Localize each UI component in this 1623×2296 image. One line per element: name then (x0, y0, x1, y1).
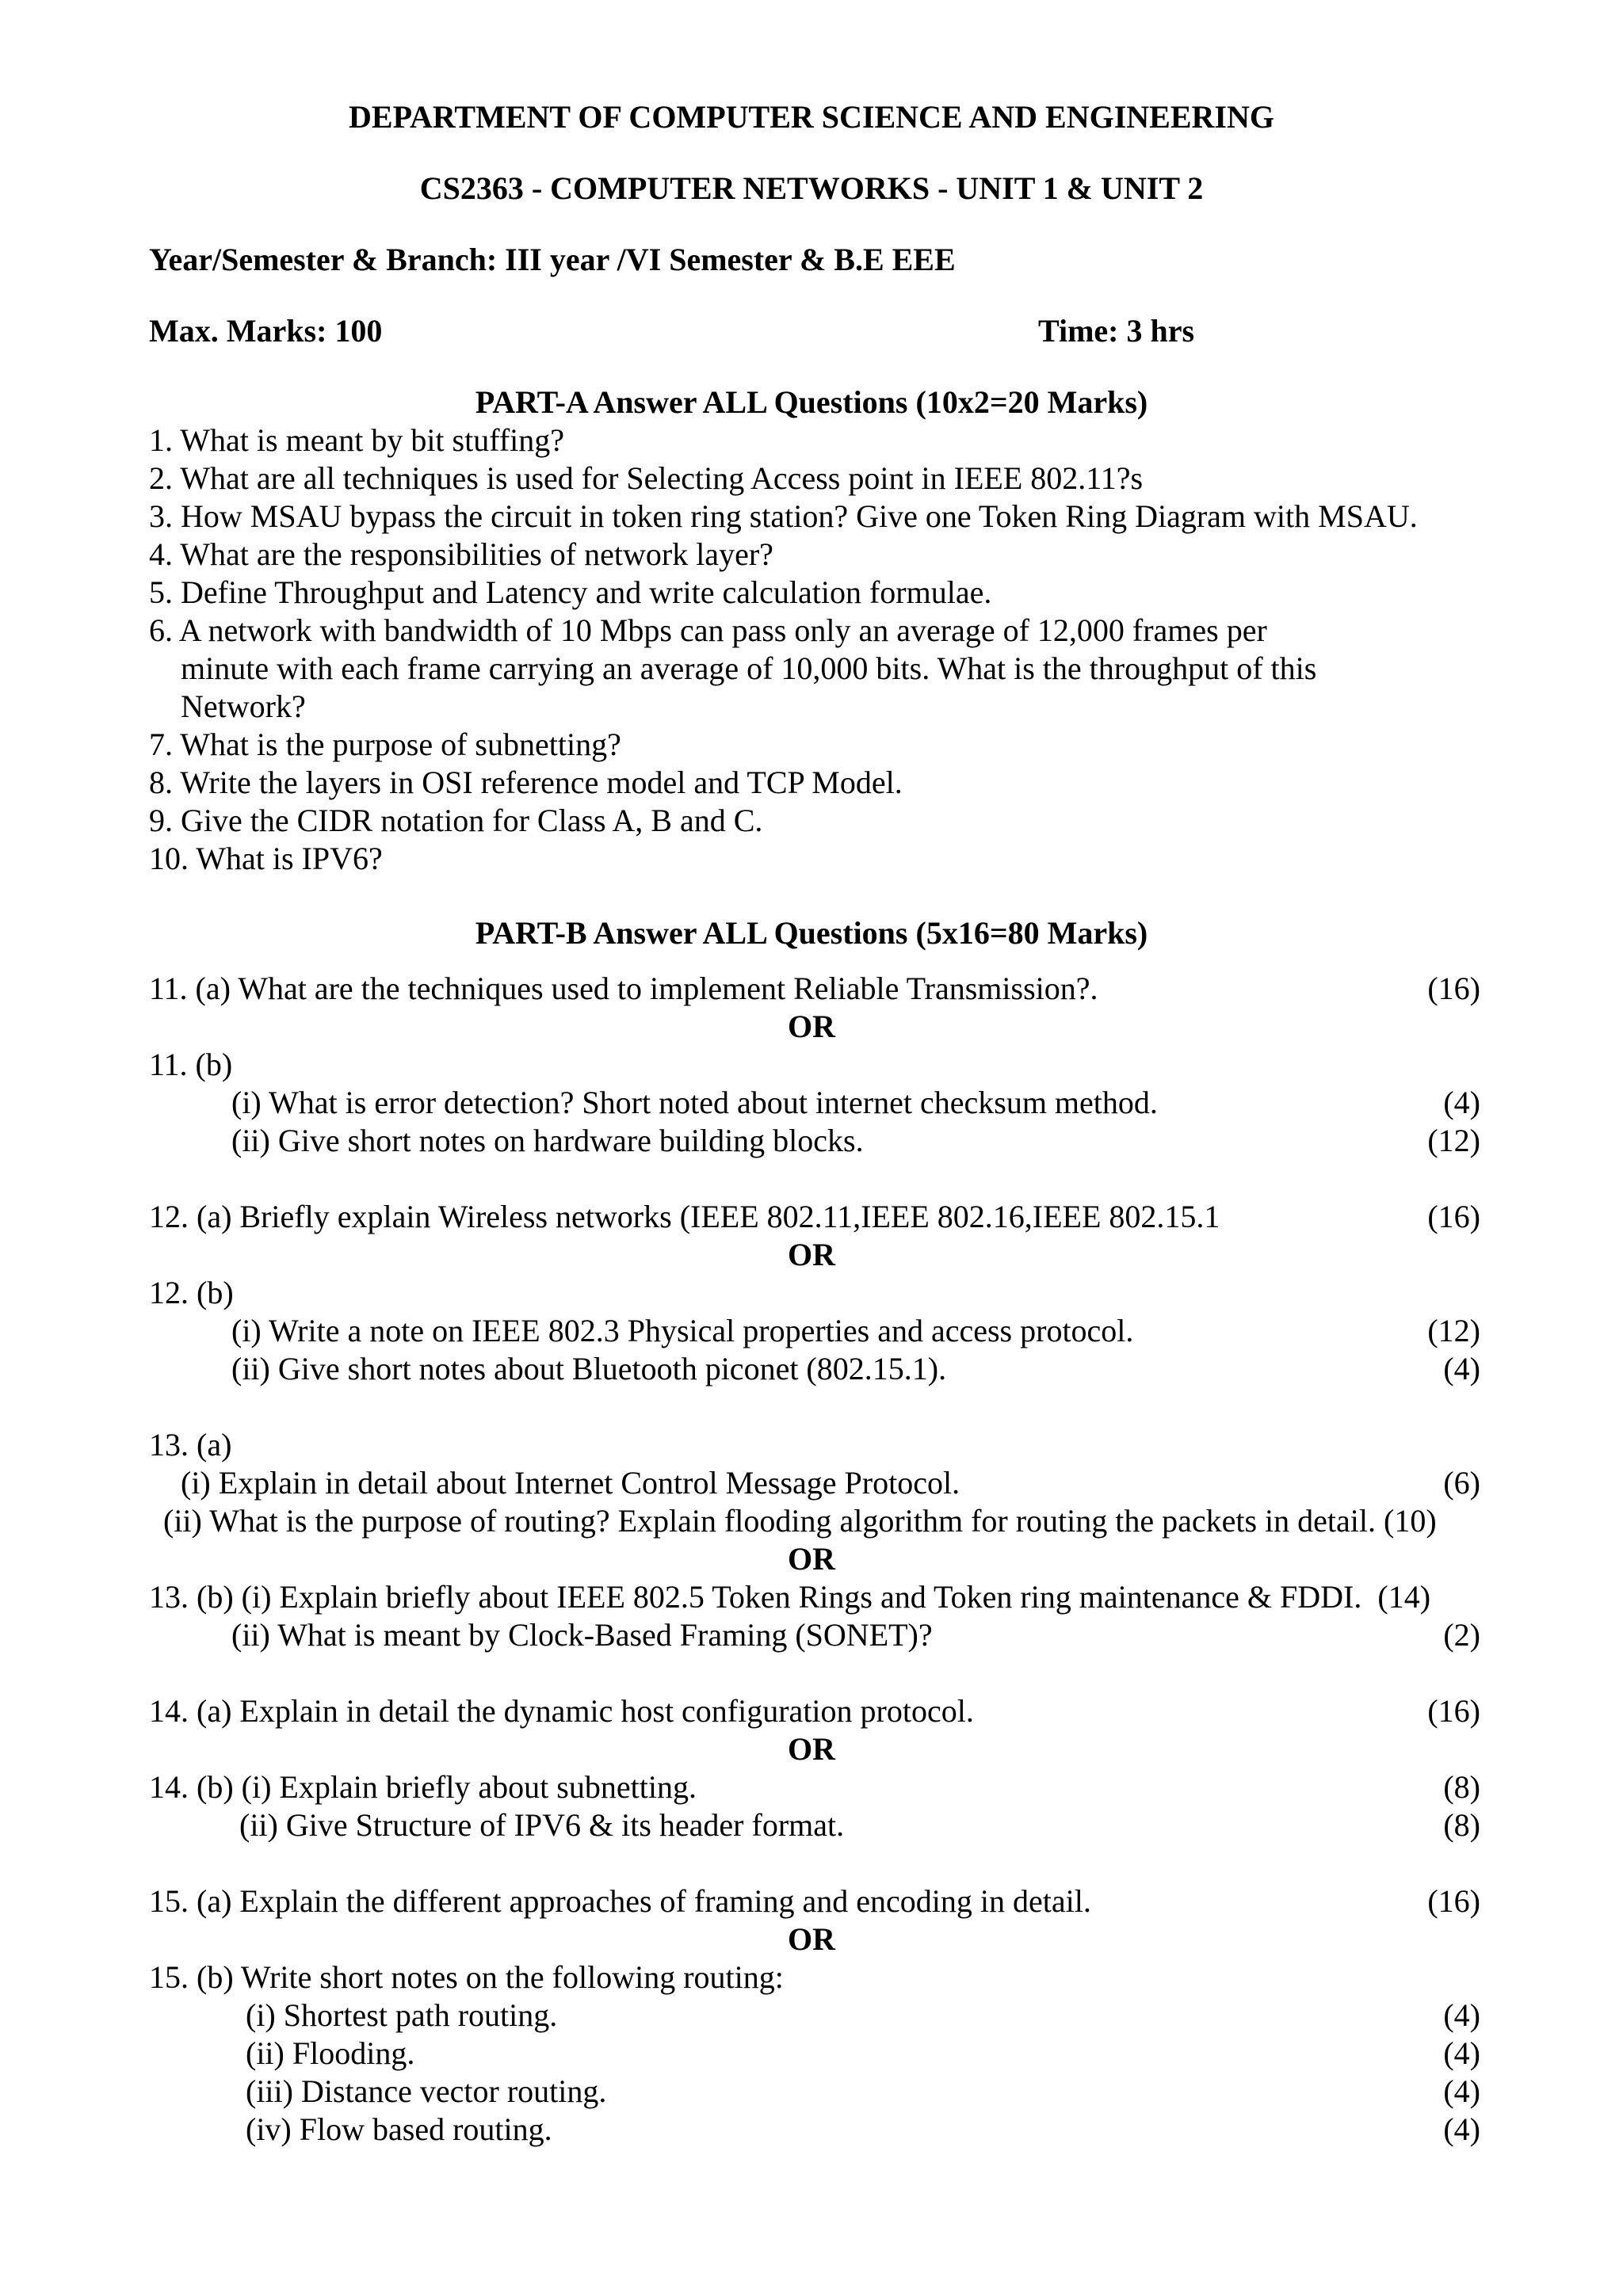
question-11b-i-marks: (4) (1443, 1085, 1480, 1120)
question-15b-item-marks: (4) (1443, 2111, 1480, 2147)
question-11a: 11. (a) What are the techniques used to implement Reliable Transmission?. (149, 971, 1098, 1006)
question-12b-ii: (ii) Give short notes about Bluetooth piconet (802.15.1). (231, 1351, 947, 1386)
part-a-question: 8. Write the layers in OSI reference model and TCP Model. (149, 765, 903, 800)
question-13a-i-marks: (6) (1443, 1465, 1480, 1501)
question-13a-i: (i) Explain in detail about Internet Control Message Protocol. (181, 1465, 960, 1501)
or-label: OR (788, 1009, 835, 1044)
question-13b-ii-marks: (2) (1443, 1617, 1480, 1653)
or-label: OR (788, 1731, 835, 1767)
max-marks: Max. Marks: 100 (149, 313, 383, 349)
question-11a-marks: (16) (1427, 971, 1480, 1006)
question-13b-i: 13. (b) (i) Explain briefly about IEEE 802.5 Token Rings and Token ring maintenance & FDDI. (14) (149, 1579, 1431, 1615)
or-label: OR (788, 1237, 835, 1272)
year-branch: Year/Semester & Branch: III year /VI Semester & B.E EEE (149, 242, 956, 277)
part-a-question: 7. What is the purpose of subnetting? (149, 727, 621, 762)
question-12b-i: (i) Write a note on IEEE 802.3 Physical properties and access protocol. (231, 1313, 1134, 1348)
question-14b-ii: (ii) Give Structure of IPV6 & its header format. (239, 1807, 845, 1843)
part-a-question-continuation: Network? (181, 688, 306, 724)
question-11b-ii: (ii) Give short notes on hardware building blocks. (231, 1123, 864, 1158)
question-13a: 13. (a) (149, 1427, 232, 1463)
question-11b-i: (i) What is error detection? Short noted about internet checksum method. (231, 1085, 1158, 1120)
part-a-question-continuation: minute with each frame carrying an average of 10,000 bits. What is the throughput of this (181, 650, 1317, 686)
question-15b-item: (iii) Distance vector routing. (246, 2073, 607, 2109)
question-11b: 11. (b) (149, 1047, 233, 1082)
question-15b-item-marks: (4) (1443, 1997, 1480, 2033)
question-13b-ii: (ii) What is meant by Clock-Based Framing (SONET)? (231, 1617, 933, 1653)
course-title: CS2363 - COMPUTER NETWORKS - UNIT 1 & UNIT 2 (419, 170, 1204, 206)
part-a-question: 6. A network with bandwidth of 10 Mbps can pass only an average of 12,000 frames per (149, 612, 1267, 648)
question-15b-item: (i) Shortest path routing. (246, 1997, 558, 2033)
part-a-question: 9. Give the CIDR notation for Class A, B and C. (149, 803, 763, 838)
question-14b-ii-marks: (8) (1443, 1807, 1480, 1843)
part-a-question: 1. What is meant by bit stuffing? (149, 422, 565, 458)
exam-time: Time: 3 hrs (1038, 313, 1195, 349)
question-14a: 14. (a) Explain in detail the dynamic host configuration protocol. (149, 1693, 974, 1729)
or-label: OR (788, 1541, 835, 1577)
question-12b-i-marks: (12) (1427, 1313, 1480, 1348)
question-11b-ii-marks: (12) (1427, 1123, 1480, 1158)
part-a-question: 3. How MSAU bypass the circuit in token ring station? Give one Token Ring Diagram with MSAU. (149, 498, 1418, 534)
question-12b-ii-marks: (4) (1443, 1351, 1480, 1386)
part-b-heading: PART-B Answer ALL Questions (5x16=80 Marks) (475, 915, 1148, 951)
question-15b-item: (iv) Flow based routing. (246, 2111, 552, 2147)
part-a-heading: PART-A Answer ALL Questions (10x2=20 Marks) (475, 384, 1148, 420)
question-15b-item: (ii) Flooding. (246, 2035, 415, 2071)
question-12b: 12. (b) (149, 1275, 234, 1310)
question-15a: 15. (a) Explain the different approaches of framing and encoding in detail. (149, 1883, 1091, 1919)
question-14b-i: 14. (b) (i) Explain briefly about subnetting. (149, 1769, 697, 1805)
question-14a-marks: (16) (1427, 1693, 1480, 1729)
question-15a-marks: (16) (1427, 1883, 1480, 1919)
question-15b-item-marks: (4) (1443, 2073, 1480, 2109)
part-a-question: 4. What are the responsibilities of network layer? (149, 536, 773, 572)
question-12a-marks: (16) (1427, 1199, 1480, 1234)
part-a-question: 5. Define Throughput and Latency and write calculation formulae. (149, 574, 992, 610)
question-14b-i-marks: (8) (1443, 1769, 1480, 1805)
department-title: DEPARTMENT OF COMPUTER SCIENCE AND ENGINEERING (349, 99, 1274, 135)
part-a-question: 10. What is IPV6? (149, 841, 383, 876)
or-label: OR (788, 1921, 835, 1957)
question-12a: 12. (a) Briefly explain Wireless networks (IEEE 802.11,IEEE 802.16,IEEE 802.15.1 (149, 1199, 1220, 1234)
question-15b-item-marks: (4) (1443, 2035, 1480, 2071)
part-a-question: 2. What are all techniques is used for Selecting Access point in IEEE 802.11?s (149, 460, 1144, 496)
question-13a-ii: (ii) What is the purpose of routing? Explain flooding algorithm for routing the packets in detail. (10) (163, 1503, 1437, 1539)
question-15b: 15. (b) Write short notes on the following routing: (149, 1959, 784, 1995)
